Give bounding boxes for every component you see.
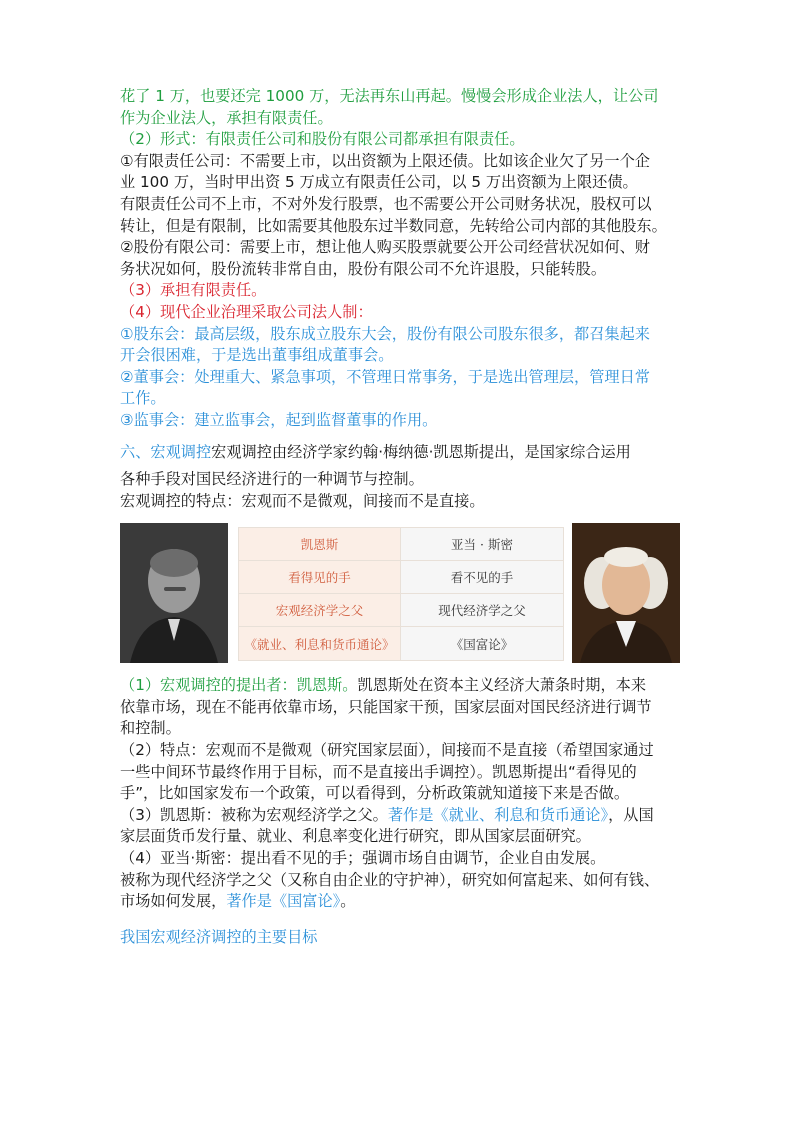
text-line <box>120 280 690 302</box>
text-span: ③监事会：建立监事会，起到监督董事的作用。 <box>120 410 438 429</box>
text-span: 宏观调控的特点：宏观而不是微观，间接而不是直接。 <box>120 491 485 510</box>
text-span: （1）宏观调控的提出者：凯恩斯。 <box>120 676 358 695</box>
document-content <box>120 86 690 948</box>
text-span: 各种手段对国民经济进行的一种调节与控制。 <box>120 470 424 489</box>
text-span: ②董事会：处理重大、紧急事项，不管理日常事务，于是选出管理层，管理日常 <box>120 367 650 386</box>
text-span: 一些中间环节最终作用于目标，而不是直接出手调控）。凯恩斯提出“看得见的 <box>120 762 637 781</box>
text-span: ①股东会：最高层级，股东成立股东大会，股份有限公司股东很多，都召集起来 <box>120 324 650 343</box>
text-line <box>120 826 690 848</box>
text-span: 业 100 万，当时甲出资 5 万成立有限责任公司，以 5 万出资额为上限还债。 <box>120 173 638 192</box>
text-line <box>120 172 690 194</box>
text-span: 。 <box>340 892 356 911</box>
text-line <box>120 718 690 740</box>
text-line <box>120 324 690 346</box>
table-cell: 《就业、利息和货币通论》 <box>239 627 401 660</box>
text-line <box>120 367 690 389</box>
smith-portrait <box>572 523 680 663</box>
text-line <box>120 762 690 784</box>
closing-heading: 我国宏观经济调控的主要目标 <box>120 927 318 946</box>
paragraph-block-macro-control <box>120 469 690 512</box>
table-cell: 现代经济学之父 <box>401 594 563 627</box>
text-span: 市场如何发展， <box>120 892 227 911</box>
table-cell: 《国富论》 <box>401 627 563 660</box>
text-line <box>120 740 690 762</box>
paragraph-block-keynes-smith <box>120 675 690 913</box>
table-cell: 看得见的手 <box>239 561 401 594</box>
text-line <box>120 805 690 827</box>
table-cell: 宏观经济学之父 <box>239 594 401 627</box>
text-span: ，从国 <box>608 805 654 824</box>
text-span: 开会很困难，于是选出董事组成董事会。 <box>120 346 394 365</box>
text-line <box>120 216 690 238</box>
text-span: 有限责任公司不上市，不对外发行股票，也不需要公开公司财务状况，股权可以 <box>120 194 652 213</box>
text-span: （2）特点：宏观而不是微观（研究国家层面），间接而不是直接（希望国家通过 <box>120 741 654 760</box>
table-cell: 看不见的手 <box>401 561 563 594</box>
text-line <box>120 410 690 432</box>
text-span: 著作是《国富论》 <box>226 892 341 911</box>
text-span: 手”，比如国家发布一个政策，可以看得到，分析政策就知道接下来是否做。 <box>120 784 630 803</box>
text-span: 宏观调控由经济学家约翰·梅纳德·凯恩斯提出，是国家综合运用 <box>211 442 631 461</box>
text-line <box>120 469 690 491</box>
text-span: （2）形式：有限责任公司和股份有限公司都承担有限责任。 <box>120 130 525 149</box>
text-line <box>120 491 690 513</box>
text-line <box>120 783 690 805</box>
text-line <box>120 870 690 892</box>
text-line <box>120 388 690 410</box>
text-span: （4）亚当·斯密：提出看不见的手；强调市场自由调节，企业自由发展。 <box>120 849 606 868</box>
table-cell: 亚当 · 斯密 <box>401 528 563 561</box>
text-span: 工作。 <box>120 389 166 408</box>
text-line <box>120 151 690 173</box>
comparison-table <box>238 527 564 661</box>
text-span: 凯恩斯处在资本主义经济大萧条时期，本来 <box>357 676 647 695</box>
text-span: ②股份有限公司：需要上市，想让他人购买股票就要公开公司经营状况如何、财 <box>120 238 650 257</box>
text-span: 作为企业法人，承担有限责任。 <box>120 108 333 127</box>
text-line <box>120 237 690 259</box>
text-span: （3）承担有限责任。 <box>120 281 267 300</box>
text-line <box>120 891 690 913</box>
text-span: （4）现代企业治理采取公司法人制： <box>120 302 373 321</box>
table-cell: 凯恩斯 <box>239 528 401 561</box>
text-line <box>120 129 690 151</box>
section-6-heading-line <box>120 442 690 464</box>
text-span: （3）凯恩斯：被称为宏观经济学之父。 <box>120 805 388 824</box>
text-line <box>120 848 690 870</box>
text-line <box>120 194 690 216</box>
text-span: 家层面货币发行量、就业、利息率变化进行研究，即从国家层面研究。 <box>120 827 591 846</box>
keynes-smith-comparison-figure <box>120 523 680 663</box>
text-span: 花了 1 万，也要还完 1000 万，无法再东山再起。慢慢会形成企业法人，让公司 <box>120 87 659 105</box>
text-span: 被称为现代经济学之父（又称自由企业的守护神），研究如何富起来、如何有钱、 <box>120 870 660 889</box>
text-span: 六、宏观调控 <box>120 442 212 461</box>
text-span: 转让，但是有限制，比如需要其他股东过半数同意，先转给公司内部的其他股东。 <box>120 216 667 235</box>
text-line <box>120 86 690 108</box>
text-line <box>120 302 690 324</box>
text-line <box>120 259 690 281</box>
paragraph-block-enterprise <box>120 86 690 432</box>
text-span: ①有限责任公司：不需要上市，以出资额为上限还债。比如该企业欠了另一个企 <box>120 151 650 170</box>
text-line <box>120 345 690 367</box>
text-line <box>120 675 690 697</box>
text-span: 和控制。 <box>120 719 181 738</box>
text-line <box>120 697 690 719</box>
text-span: 务状况如何，股份流转非常自由，股份有限公司不允许退股，只能转股。 <box>120 259 606 278</box>
text-span: 著作是《就业、利息和货币通论》 <box>387 805 609 824</box>
keynes-portrait <box>120 523 228 663</box>
text-span: 依靠市场，现在不能再依靠市场，只能国家干预，国家层面对国民经济进行调节 <box>120 697 652 716</box>
text-line <box>120 108 690 130</box>
